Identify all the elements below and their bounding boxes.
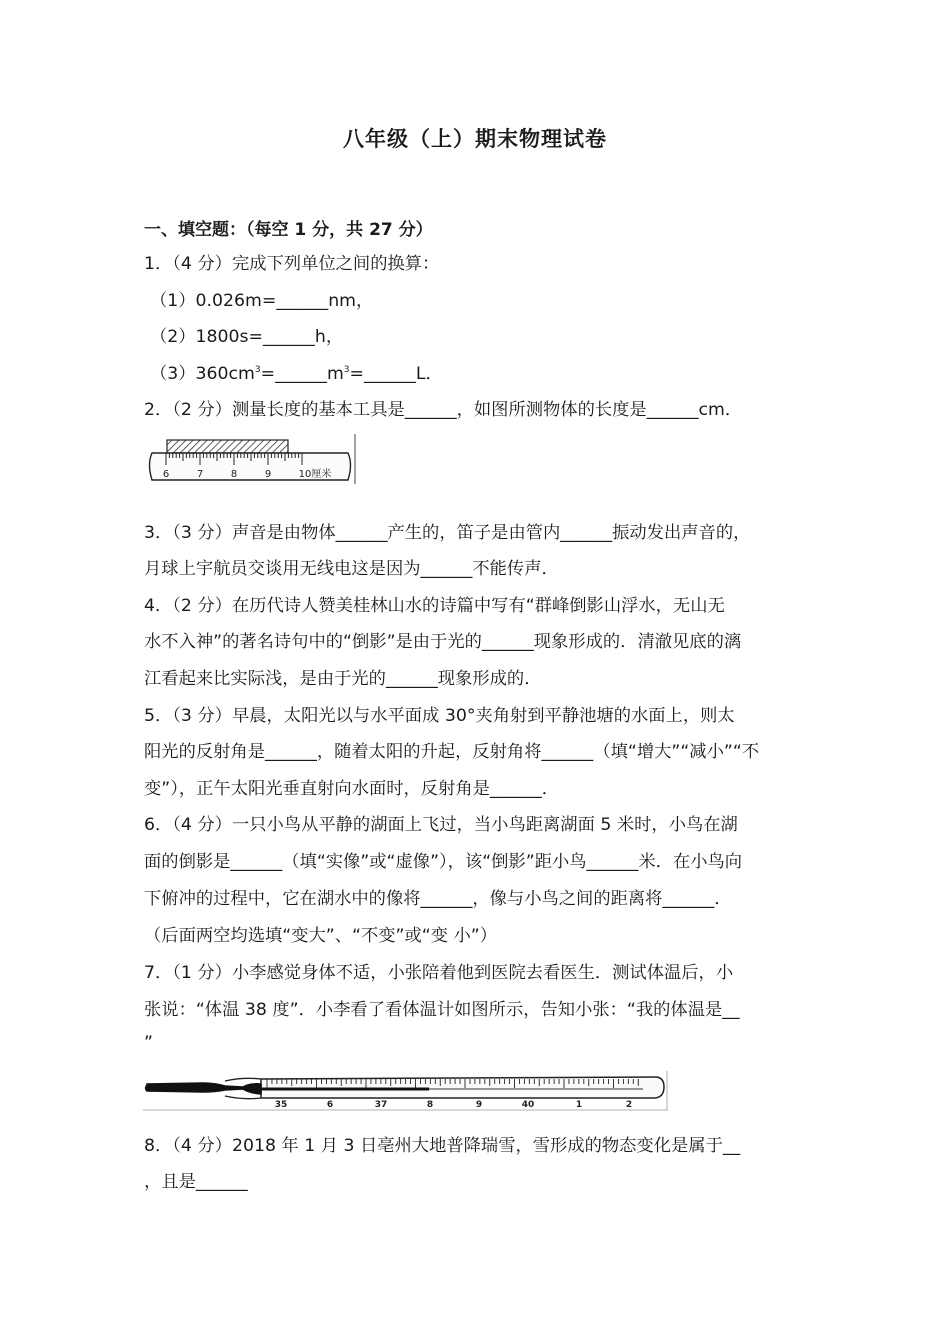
question-8-line-1: 8．（4 分）2018 年 1 月 3 日亳州大地普降瑞雪，雪形成的物态变化是属于__	[144, 1136, 741, 1156]
thermo-label-37: 37	[374, 1100, 388, 1110]
question-4-line-2: 水不入神”的著名诗句中的“倒影”是由于光的______现象形成的．清澈见底的漓	[144, 632, 742, 652]
q1-p3-sup-2: 3	[343, 365, 350, 375]
question-5-line-3: 变”），正午太阳光垂直射向水面时，反射角是______．	[144, 779, 560, 799]
question-3-line-1: 3．（3 分）声音是由物体______产生的，笛子是由管内______振动发出声音的，	[144, 523, 751, 543]
page-title: 八年级（上）期末物理试卷	[343, 127, 607, 151]
question-1-part-3	[150, 362, 815, 386]
thermometer-svg	[143, 1070, 668, 1112]
question-1-stem: 1．（4 分）完成下列单位之间的换算：	[144, 254, 440, 274]
q1-p3-text-c: =______L．	[349, 364, 443, 384]
thermo-label-38: 8	[426, 1100, 434, 1110]
question-5-line-1: 5．（3 分）早晨，太阳光以与水平面成 30°夹角射到平静池塘的水面上，则太	[144, 706, 735, 726]
thermo-label-36: 6	[326, 1100, 334, 1110]
question-4-line-3: 江看起来比实际浅，是由于光的______现象形成的．	[144, 669, 542, 689]
ruler-label-6: 6	[162, 469, 170, 480]
thermo-label-40: 40	[521, 1100, 535, 1110]
ruler-label-8: 8	[230, 469, 238, 480]
thermometer-figure	[143, 1070, 668, 1112]
ruler-figure	[144, 432, 358, 486]
ruler-label-9: 9	[264, 469, 272, 480]
q1-p3-text-b: =______m	[260, 364, 344, 384]
thermo-label-42: 2	[625, 1100, 633, 1110]
q1-p3-sup-1: 3	[254, 365, 261, 375]
thermo-label-39: 9	[475, 1100, 483, 1110]
ruler-svg	[144, 432, 358, 486]
question-5-line-2: 阳光的反射角是______，随着太阳的升起，反射角将______（填“增大”“减小”“不	[144, 742, 760, 762]
thermometer-bulb	[146, 1083, 262, 1094]
question-6-line-4: （后面两空均选填“变大”、“不变”或“变 小”）	[144, 926, 497, 946]
question-4-line-1: 4．（2 分）在历代诗人赞美桂林山水的诗篇中写有“群峰倒影山浮水，无山无	[144, 596, 725, 616]
question-7-line-3: ”	[144, 1033, 153, 1053]
section-heading-fill-blank: 一、填空题：（每空 1 分，共 27 分）	[144, 220, 433, 240]
question-1-part-2: （2）1800s=______h，	[150, 327, 344, 347]
question-3-line-2: 月球上宇航员交谈用无线电这是因为______不能传声．	[144, 559, 559, 579]
thermo-label-35: 35	[274, 1100, 288, 1110]
question-6-line-2: 面的倒影是______（填“实像”或“虚像”），该“倒影”距小鸟______米．在小鸟向	[144, 852, 743, 872]
question-6-line-1: 6．（4 分）一只小鸟从平静的湖面上飞过，当小鸟距离湖面 5 米时，小鸟在湖	[144, 815, 738, 835]
question-8-line-2: ，且是______	[144, 1172, 248, 1192]
ruler-label-10cm: 10厘米	[298, 469, 332, 480]
question-2-stem: 2．（2 分）测量长度的基本工具是______，如图所测物体的长度是______cm．	[144, 400, 743, 420]
question-7-line-2: 张说：“体温 38 度”．小李看了看体温计如图所示，告知小张：“我的体温是__	[144, 1000, 740, 1020]
measured-object	[167, 440, 288, 453]
ruler-label-7: 7	[196, 469, 204, 480]
question-7-line-1: 7．（1 分）小李感觉身体不适，小张陪着他到医院去看医生．测试体温后，小	[144, 963, 734, 983]
question-6-line-3: 下俯冲的过程中，它在湖水中的像将______，像与小鸟之间的距离将______．	[144, 889, 732, 909]
thermo-label-41: 1	[575, 1100, 583, 1110]
q1-p3-text-a: （3）360cm	[150, 364, 255, 384]
question-1-part-1: （1）0.026m=______nm，	[150, 291, 374, 311]
